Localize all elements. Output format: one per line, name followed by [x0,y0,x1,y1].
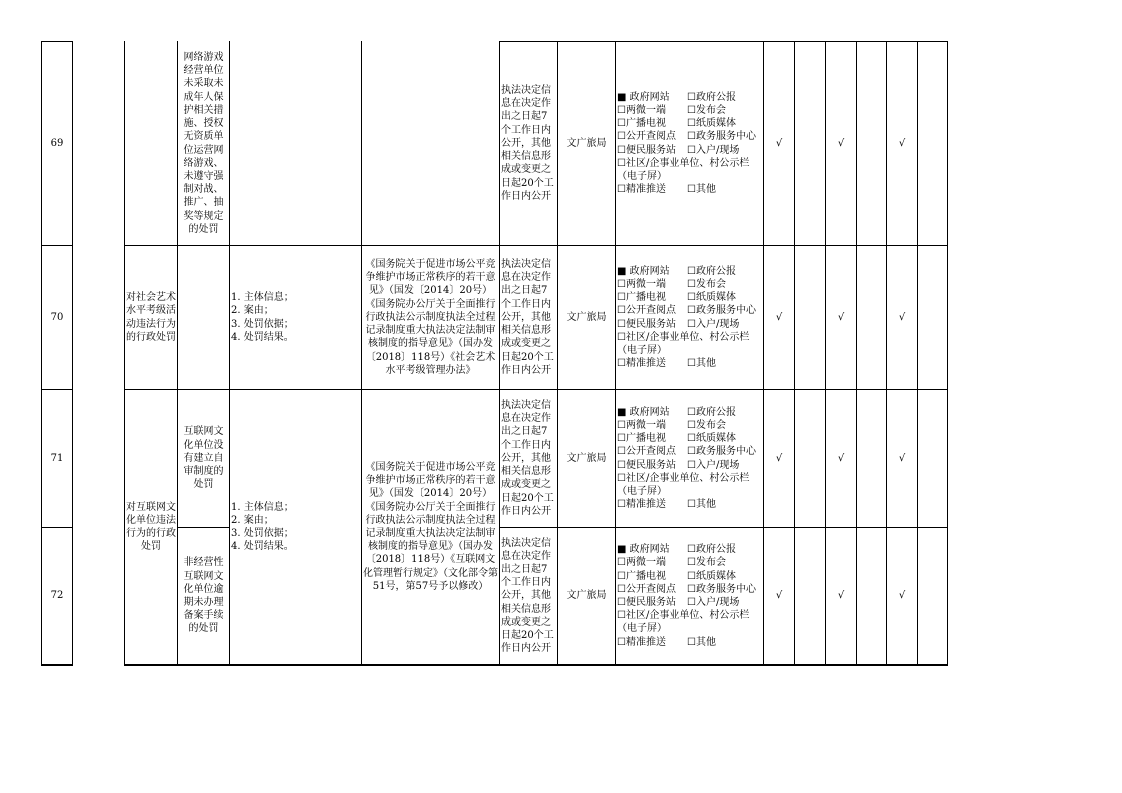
channel-gov-bulletin: ☐政府公报 [687,265,736,277]
content-item: 3. 处罚依据； [231,318,294,330]
publish-subject: 文广旅局 [566,137,607,149]
legal-basis: 《国务院关于促进市场公平竞争维护市场正常秩序的若干意见》（国发〔2014〕20号）《国务院办公厅关于全面推行行政执法公示制度执法全过程记录制度重大执法决定法制审核制度的指导意见》（国办发〔2018〕118号）《社会艺术水平考级管理办法》 [365,259,496,376]
publish-channels [617,528,763,664]
channel-targeted: ☐精准推送 [617,358,666,370]
channel-gov-website: ■ 政府网站 [617,265,670,277]
channel-service-center: ☐政务服务中心 [687,305,756,317]
channel-service-center: ☐政务服务中心 [687,131,756,143]
public-content [231,390,361,664]
content-item: 4. 处罚结果。 [231,331,294,343]
publish-subject: 文广旅局 [566,590,607,602]
channels-grid [617,543,767,649]
channel-other: ☐其他 [687,636,716,648]
channel-service-station: ☐便民服务站 [617,318,676,330]
channel-gov-bulletin: ☐政府公报 [687,544,736,556]
content-item: 4. 处罚结果。 [231,541,294,553]
channel-gov-bulletin: ☐政府公报 [687,91,736,103]
channel-wechat-weibo: ☐两微一端 [617,278,666,290]
channel-tv: ☐广播电视 [617,292,666,304]
publish-time: 执法决定信息在决定作出之日起7个工作日内公开，其他相关信息形成或变更之日起20个工作日内公开 [501,537,554,655]
channel-press-conf: ☐发布会 [687,419,726,431]
check-mark: √ [898,590,906,602]
channel-targeted: ☐精准推送 [617,184,666,196]
channels-grid [617,265,767,371]
check-mark: √ [837,590,845,602]
check-mark: √ [898,452,906,464]
channel-press-conf: ☐发布会 [687,278,726,290]
channel-reading-point: ☐公开查阅点 [617,305,676,317]
channel-tv: ☐广播电视 [617,118,666,130]
channel-other: ☐其他 [687,358,716,370]
sub-matter: 网络游戏经营单位未采取未成年人保护相关措施、授权无资质单位运营网络游戏、未遵守强制对战、推广、抽奖等规定的处罚 [183,52,224,235]
channel-targeted: ☐精准推送 [617,636,666,648]
content-item: 3. 处罚依据； [231,528,294,539]
channel-print: ☐纸质媒体 [687,570,736,582]
content-item: 1. 主体信息； [231,292,294,304]
channel-gov-website: ■ 政府网站 [617,544,670,556]
check-mark: √ [898,137,906,149]
channels-grid [617,406,767,512]
channel-onsite: ☐入户/现场 [687,318,740,330]
channel-print: ☐纸质媒体 [687,292,736,304]
content-item: 1. 主体信息； [231,501,294,513]
check-mark: √ [775,590,783,602]
channel-gov-website: ■ 政府网站 [617,406,670,418]
channel-wechat-weibo: ☐两微一端 [617,419,666,431]
publish-time: 执法决定信息在决定作出之日起7个工作日内公开，其他相关信息形成或变更之日起20个工作日内公开 [501,259,554,376]
channels-grid [617,91,767,197]
channel-reading-point: ☐公开查阅点 [617,131,676,143]
channel-other: ☐其他 [687,499,716,511]
sub-matter: 互联网文化单位没有建立自审制度的处罚 [183,426,224,491]
matter: 对互联网文化单位违法行为的行政处罚 [126,501,176,553]
channel-community: ☐社区/企事业单位、村公示栏（电子屏） [617,610,750,635]
publish-time: 执法决定信息在决定作出之日起7个工作日内公开，其他相关信息形成或变更之日起20个工作日内公开 [501,85,554,202]
publish-channels [617,42,763,245]
row-number: 69 [50,137,64,149]
channel-reading-point: ☐公开查阅点 [617,446,676,458]
channel-targeted: ☐精准推送 [617,499,666,511]
channel-service-station: ☐便民服务站 [617,459,676,471]
check-mark: √ [898,311,906,323]
channel-community: ☐社区/企事业单位、村公示栏（电子屏） [617,331,750,356]
channel-community: ☐社区/企事业单位、村公示栏（电子屏） [617,472,750,497]
channel-onsite: ☐入户/现场 [687,597,740,608]
publish-subject: 文广旅局 [566,452,607,464]
channel-print: ☐纸质媒体 [687,433,736,445]
publish-time: 执法决定信息在决定作出之日起7个工作日内公开，其他相关信息形成或变更之日起20个工作日内公开 [501,400,554,517]
matter: 对社会艺术水平考级活动违法行为的行政处罚 [126,292,176,343]
channel-press-conf: ☐发布会 [687,557,726,569]
content-list [231,291,294,344]
channel-other: ☐其他 [687,184,716,196]
content-item: 2. 案由； [231,514,274,526]
channel-onsite: ☐入户/现场 [687,144,740,156]
publish-channels [617,246,763,389]
row-number: 72 [50,590,64,602]
sub-matter: 非经营性互联网文化单位逾期未办理备案手续的处罚 [183,557,224,635]
check-mark: √ [775,452,783,464]
channel-wechat-weibo: ☐两微一端 [617,557,666,569]
channel-print: ☐纸质媒体 [687,118,736,130]
channel-tv: ☐广播电视 [617,570,666,582]
legal-basis: 《国务院关于促进市场公平竞争维护市场正常秩序的若干意见》（国发〔2014〕20号）《国务院办公厅关于全面推行行政执法公示制度执法全过程记录制度重大执法决定法制审核制度的指导意见》（国办发〔2018〕118号）《互联网文化管理暂行规定》（文化部令第51号，第57号予以修改） [363,461,498,592]
channel-service-center: ☐政务服务中心 [687,583,756,595]
content-list [231,501,294,554]
publish-subject: 文广旅局 [566,311,607,323]
channel-service-center: ☐政务服务中心 [687,446,756,458]
row-number: 71 [50,452,64,464]
channel-gov-website: ■ 政府网站 [617,91,670,103]
check-mark: √ [775,137,783,149]
channel-reading-point: ☐公开查阅点 [617,583,676,595]
channel-service-station: ☐便民服务站 [617,597,676,608]
channel-onsite: ☐入户/现场 [687,459,740,471]
check-mark: √ [837,452,845,464]
check-mark: √ [775,311,783,323]
check-mark: √ [837,311,845,323]
row-number: 70 [50,311,64,323]
channel-press-conf: ☐发布会 [687,104,726,116]
channel-gov-bulletin: ☐政府公报 [687,406,736,418]
channel-tv: ☐广播电视 [617,433,666,445]
check-mark: √ [837,137,845,149]
channel-service-station: ☐便民服务站 [617,144,676,156]
public-content [231,246,361,389]
publish-channels [617,390,763,527]
channel-wechat-weibo: ☐两微一端 [617,104,666,116]
content-item: 2. 案由； [231,305,274,317]
channel-community: ☐社区/企事业单位、村公示栏（电子屏） [617,157,750,182]
